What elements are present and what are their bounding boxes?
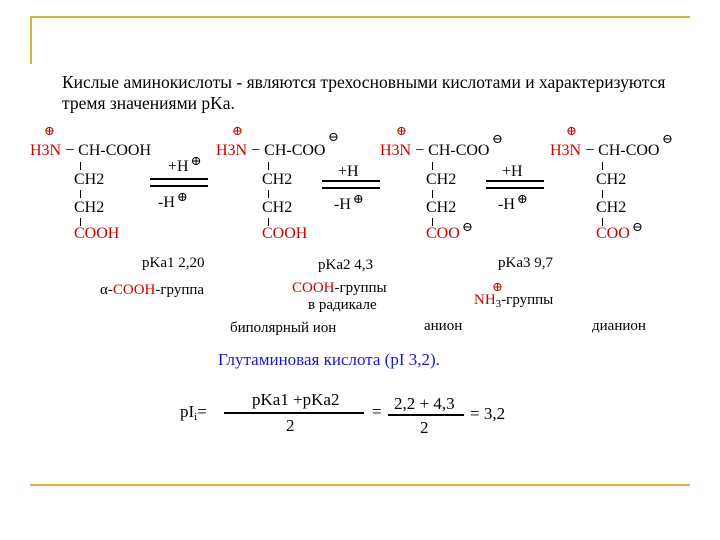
equation-denominator-1: 2	[286, 416, 295, 435]
species-1-tail: COOH	[74, 225, 120, 242]
species-1-ch2b: CH2	[74, 199, 105, 216]
species-4-plus-charge: ⊕	[566, 123, 577, 138]
arrow-2-bottom-label: -H ⊕	[334, 191, 364, 213]
group-label-nh3: $NH_3$-группы	[474, 292, 554, 310]
species-2-head-charge: ⊖	[328, 129, 339, 144]
arrow-3-top-label: +H	[502, 163, 523, 180]
species-4-ch2b: CH2	[596, 199, 627, 216]
species-3-bond-2	[432, 190, 433, 198]
species-1-head-text: CH-COOH	[78, 142, 152, 159]
arrow-2-line-bottom	[322, 187, 380, 189]
ion-label-dianion: дианион	[592, 318, 646, 334]
pka3-label: pKa3 9,7	[498, 255, 553, 271]
species-3-bond-1	[432, 162, 433, 170]
caption-glutamic-acid: Глутаминовая кислота (pI 3,2).	[218, 350, 440, 369]
species-3-plus-charge: ⊕	[396, 123, 407, 138]
equation-numerator-1: pKa1 +pKa2	[252, 390, 340, 409]
arrow-3-line-top	[486, 180, 544, 182]
equation-numerator-2: 2,2 + 4,3	[394, 394, 455, 413]
arrow-3-line-bottom	[486, 187, 544, 189]
frame-top-line	[30, 16, 690, 18]
species-4-head-charge: ⊖	[662, 131, 673, 146]
species-4-ch2a: CH2	[596, 171, 627, 188]
species-3-ch2a: CH2	[426, 171, 457, 188]
species-4-tail-charge: ⊖	[632, 219, 643, 234]
frame-bottom-line	[30, 484, 690, 486]
species-3-head-charge: ⊖	[492, 131, 503, 146]
species-2-ch2b: CH2	[262, 199, 293, 216]
species-1-head: H3N − CH-COOH	[30, 142, 152, 159]
equation-lhs: $pI_i=$	[180, 402, 207, 423]
arrow-3-bottom-label: -H ⊕	[498, 191, 528, 213]
species-1-bond-2	[80, 190, 81, 198]
pka2-label: pKa2 4,3	[318, 257, 373, 273]
group-label-alpha-cooh: α-COOH-группа	[100, 282, 205, 298]
species-1-plus-charge: ⊕	[44, 123, 55, 138]
equation-equals: =	[372, 402, 382, 421]
species-4-tail: COO	[596, 225, 630, 242]
arrow-1-bottom-label: -H ⊕	[158, 189, 188, 211]
arrow-1-line-top	[150, 178, 208, 180]
species-3-ch2b: CH2	[426, 199, 457, 216]
species-2-tail: COOH	[262, 225, 308, 242]
species-2-head: H3N − CH-COO	[216, 142, 326, 159]
equation-result: = 3,2	[470, 404, 506, 423]
equation-fraction-line-1	[224, 412, 364, 414]
species-2-plus-charge: ⊕	[232, 123, 243, 138]
species-2-ch2a: CH2	[262, 171, 293, 188]
species-1-amine: H3N	[30, 142, 62, 159]
ion-label-bipolar: биполярный ион	[230, 320, 337, 336]
equation-denominator-2: 2	[420, 418, 429, 437]
species-3-tail-charge: ⊖	[462, 219, 473, 234]
intro-paragraph: Кислые аминокислоты - являются трехосновными кислотами и характеризуются тремя значениями pKa.	[62, 72, 666, 113]
arrow-2-top-label: +H	[338, 163, 359, 180]
nh3-plus-charge: ⊕	[492, 279, 503, 294]
species-3-tail: COO	[426, 225, 460, 242]
arrow-1-top-label: +H ⊕	[168, 153, 202, 175]
arrow-1-line-bottom	[150, 185, 208, 187]
equation-fraction-line-2	[388, 414, 464, 416]
group-label-radical-cooh: COOH-группы	[292, 280, 387, 296]
arrow-2-line-top	[322, 180, 380, 182]
species-1-ch2a: CH2	[74, 171, 105, 188]
pka1-label: pKa1 2,20	[142, 255, 205, 271]
frame-left-line	[30, 16, 32, 64]
species-4-bond-1	[602, 162, 603, 170]
species-4-head: H3N − CH-COO	[550, 142, 660, 159]
species-2-bond-2	[268, 190, 269, 198]
species-4-bond-2	[602, 190, 603, 198]
species-3-head: H3N − CH-COO	[380, 142, 490, 159]
species-1-bond-1	[80, 162, 81, 170]
group-label-radical-line2: в радикале	[308, 297, 377, 313]
ion-label-anion: анион	[424, 318, 463, 334]
species-2-bond-1	[268, 162, 269, 170]
